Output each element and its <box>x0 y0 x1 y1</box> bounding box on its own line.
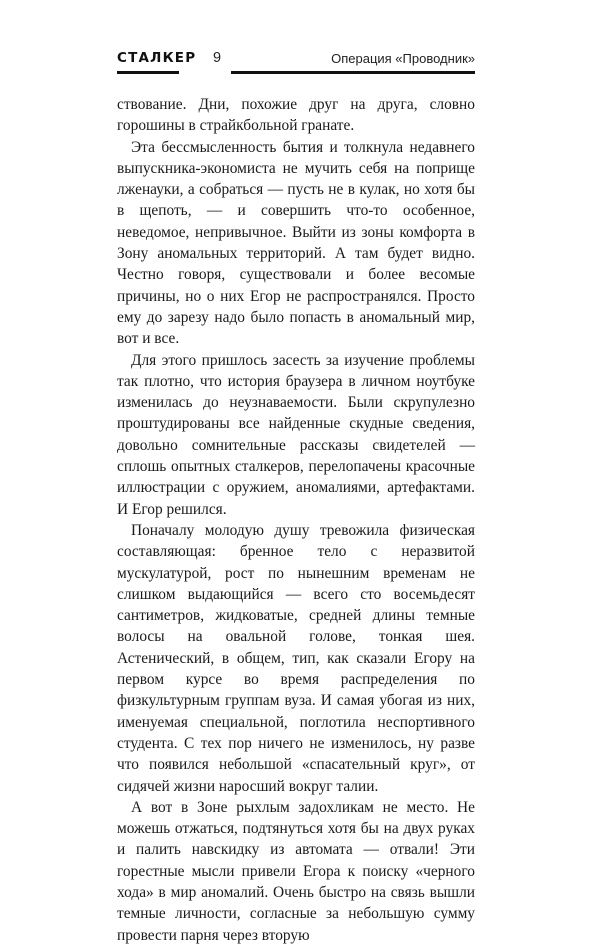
book-title: Операция «Проводник» <box>331 51 475 66</box>
paragraph: А вот в Зоне рыхлым задохликам не место. Не можешь отжаться, подтянуться хотя бы на двух руках и палить навскидку из автомата — отвали! Эти горестные мысли привели Егора к поиску «черного хода» в мир аномалий. Очень быстро на связь вышли темные личности, согласные за небольшую сумму провести парня через вторую <box>117 798 475 944</box>
paragraph: Поначалу молодую душу тревожила физическая составляющая: бренное тело с неразвитой мускулатурой, рост по нынешним временам не слишком выдающийся — всего сто восемьдесят сантиметров, жидковатые, средней длины темные волосы на овальной голове, тонкая шея. Астенический, в общем, тип, как сказали Егору на первом курсе во время распределения по физкультурным группам вуза. И самая убогая из них, именуемая специальной, поглотила неспортивного студента. С тех пор ничего не изменилось, ну разве что появился небольшой «спасательный круг», от сидячей жизни наросший вокруг талии. <box>117 521 475 795</box>
page-number: 9 <box>213 50 222 66</box>
paragraph: Эта бессмысленность бытия и толкнула недавнего выпускника-экономиста не мучить себя на поприще лженауки, а собраться — пусть не в кулак, но хотя бы в щепоть, — и совершить что-то особенное, неведомое, непривычное. Выйти из зоны комфорта в Зону аномальных территорий. А там будет видно. Честно говоря, существовали и более весомые причины, но о них Егор не распространялся. Просто ему до зарезу надо было попасть в аномальный мир, вот и все. <box>117 138 475 348</box>
paragraph: ствование. Дни, похожие друг на друга, словно горошины в страйкбольной гранате. <box>117 96 475 135</box>
series-underline <box>117 71 179 74</box>
series-name: СТАЛКЕР <box>117 50 197 66</box>
running-header <box>117 50 475 72</box>
paragraph: Для этого пришлось засесть за изучение проблемы так плотно, что история браузера в личном ноутбуке изменилась до неузнаваемости. Были скрупулезно проштудированы все найденные скудные сведения, довольно сомнительные рассказы свидетелей — сплошь опытных сталкеров, перелопачены красочные иллюстрации с оружием, аномалиями, артефактами. И Егор решился. <box>117 351 475 518</box>
body-text <box>117 94 475 946</box>
title-underline <box>231 71 475 74</box>
